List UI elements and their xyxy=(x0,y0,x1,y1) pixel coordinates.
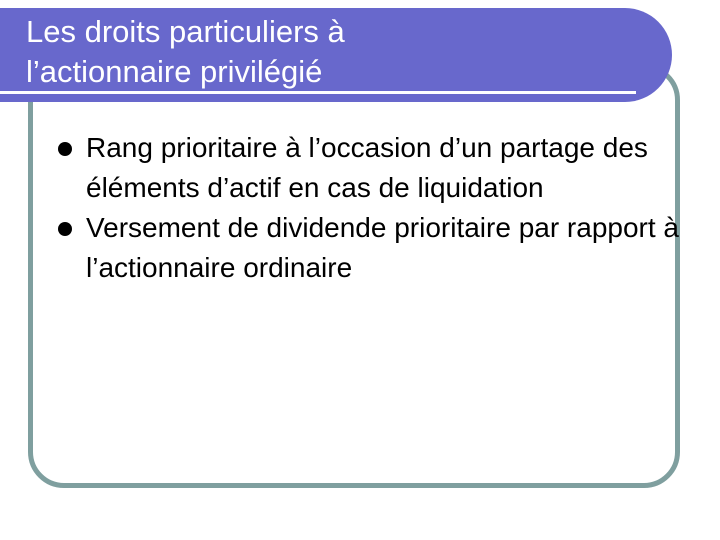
bullet-text-dividend: Versement de dividende prioritaire par rapport à l’actionnaire ordinaire xyxy=(86,212,680,283)
bullet-item-priority-rank xyxy=(56,128,681,208)
page-title xyxy=(26,12,345,92)
bullet-item-dividend xyxy=(56,208,681,288)
bullet-dot-icon xyxy=(58,222,72,236)
title-line-1: Les droits particuliers à xyxy=(26,14,345,49)
title-line-2: l’actionnaire privilégié xyxy=(26,54,323,89)
bullet-text-priority-rank: Rang prioritaire à l’occasion d’un partage des éléments d’actif en cas de liquidation xyxy=(86,132,648,203)
bullet-dot-icon xyxy=(58,142,72,156)
bullet-list xyxy=(56,128,681,288)
